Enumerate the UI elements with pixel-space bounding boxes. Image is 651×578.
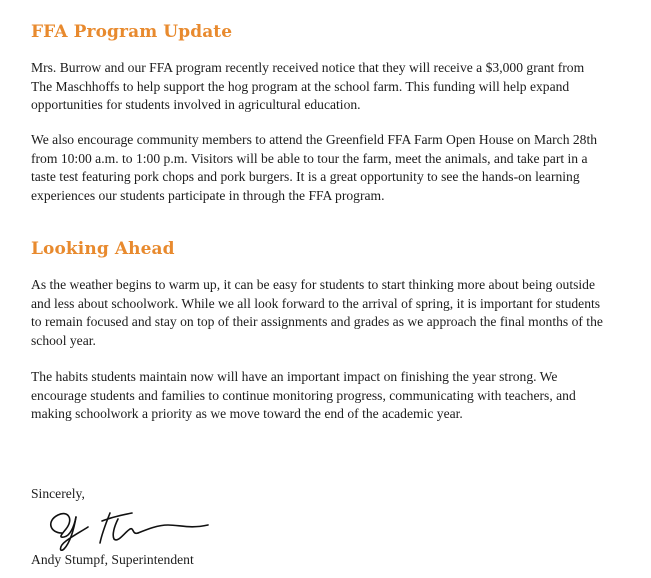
signature-stroke-c — [100, 513, 110, 543]
signature-tail — [138, 525, 208, 533]
ffa-program-update-heading: FFA Program Update — [31, 22, 233, 42]
looking-ahead-heading: Looking Ahead — [31, 239, 175, 259]
signer-name: Andy Stumpf, Superintendent — [31, 552, 194, 567]
handwritten-signature — [40, 503, 220, 551]
salutation: Sincerely, — [31, 486, 85, 501]
ffa-open-house-paragraph: We also encourage community members to attend the Greenfield FFA Farm Open House on March 28th from 10:00 a.m. to 1:00 p.m. Visitors will be able to tour the farm, meet the animals, and take part in a taste test featuring pork chops and pork burgers. It is a great opportunity to see the hands-on learning experiences our students participate in through the FFA program. — [31, 132, 598, 203]
ffa-grant-paragraph: Mrs. Burrow and our FFA program recently received notice that they will receive a $3,000 grant from The Maschhoffs to help support the hog program at the school farm. This funding will help expand opportunities for students involved in agricultural education. — [31, 60, 585, 112]
signature-stroke-e — [113, 519, 138, 540]
habits-paragraph: The habits students maintain now will have an important impact on finishing the year strong. We encourage students and families to continue monitoring progress, communicating with teachers, and making schoolwork a priority as we move toward the end of the academic year. — [31, 369, 576, 421]
spring-focus-paragraph: As the weather begins to warm up, it can be easy for students to start thinking more about being outside and less about schoolwork. While we all look forward to the arrival of spring, it is important for students to remain focused and stay on top of their assignments and grades as we approach the final months of the school year. — [31, 277, 603, 348]
